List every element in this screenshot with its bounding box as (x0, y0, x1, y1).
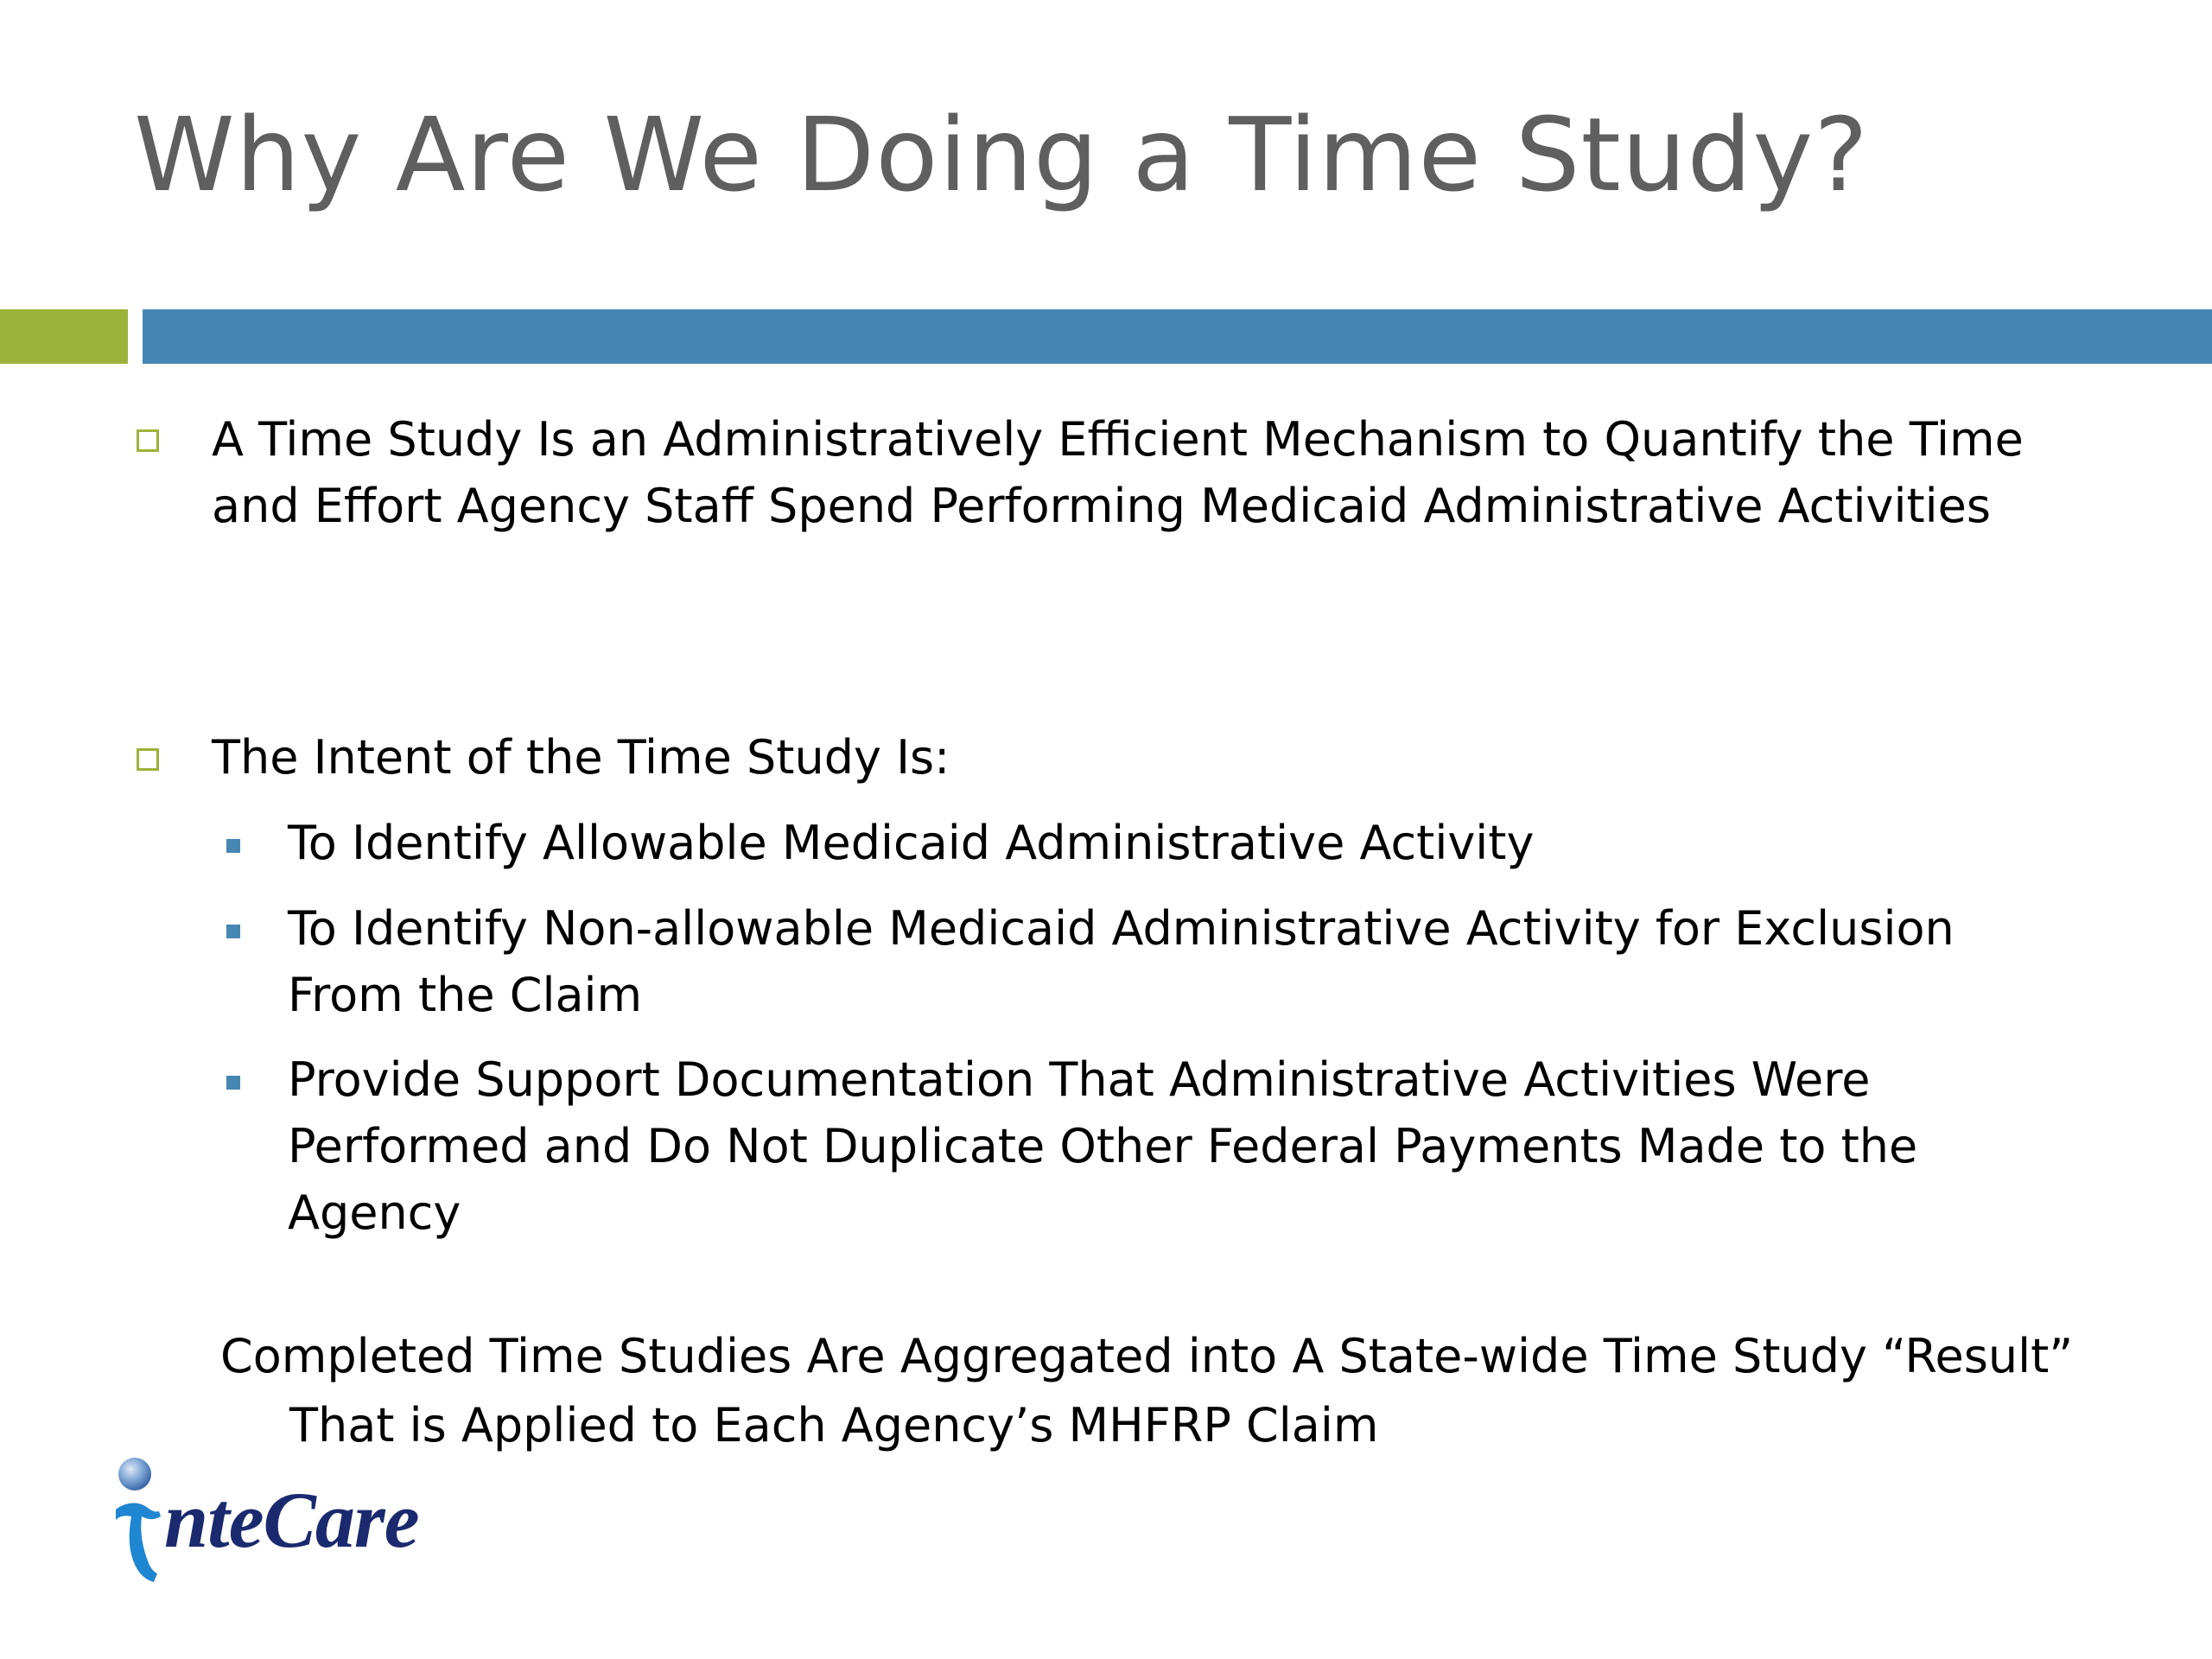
square-sub-bullet-icon (226, 1076, 240, 1090)
sub-bullet-text: Provide Support Documentation That Administrative Activities Were Performed and Do Not Duplicate Other Federal Payments Made to the Agency (288, 1052, 1918, 1240)
title-accent-bar-green (0, 309, 128, 364)
logo-wordmark: nteCare (164, 1476, 419, 1564)
square-sub-bullet-icon (226, 839, 240, 853)
sub-bullet-text: To Identify Non-allowable Medicaid Administrative Activity for Exclusion From the Claim (288, 901, 1955, 1022)
hollow-square-bullet-icon (137, 429, 159, 452)
bullet-text: A Time Study Is an Administratively Efficient Mechanism to Quantify the Time and Effort Agency Staff Spend Performing Medicaid Administrative Activities (212, 412, 2024, 533)
closing-note: Completed Time Studies Are Aggregated into A State-wide Time Study “Result” That is Applied to Each Agency’s MHFRP Claim (220, 1329, 2074, 1452)
square-sub-bullet-icon (226, 925, 240, 938)
slide-title: Why Are We Doing a Time Study? (134, 95, 1869, 214)
hollow-square-bullet-icon (137, 748, 159, 771)
sub-bullet-text: To Identify Allowable Medicaid Administrative Activity (288, 816, 1535, 870)
title-accent-bar-blue (143, 309, 2212, 364)
intecare-logo (111, 1456, 456, 1586)
bullet-text: The Intent of the Time Study Is: (212, 730, 950, 785)
